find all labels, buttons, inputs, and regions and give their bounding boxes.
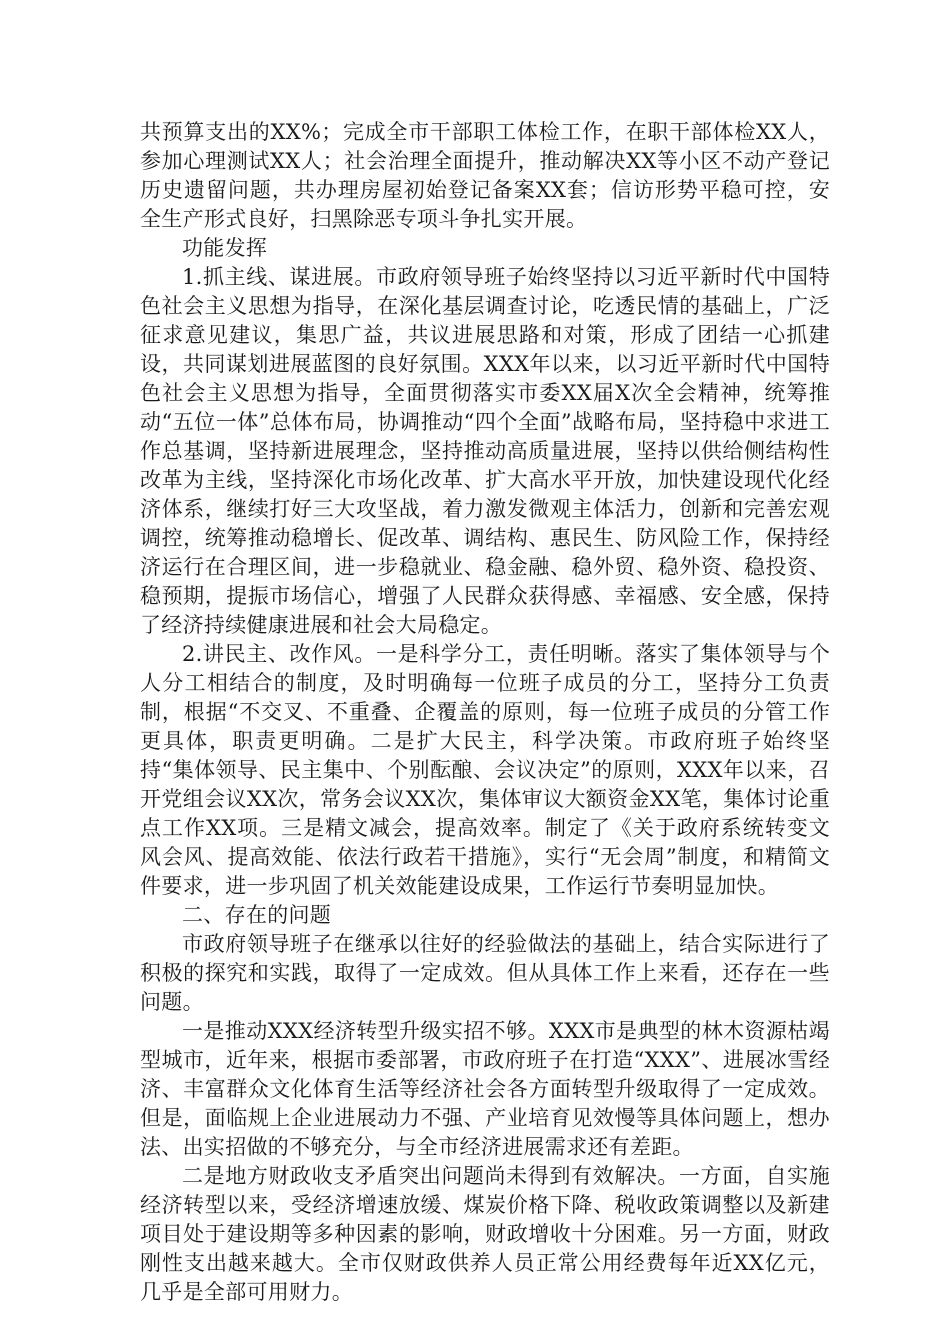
document-body — [140, 118, 830, 1307]
paragraph-problem-one: 一是推动XXX经济转型升级实招不够。XXX市是典型的林木资源枯竭型城市，近年来，根据市委部署，市政府班子在打造“XXX”、进展冰雪经济、丰富群众文化体育生活等经济社会各方面转型升级取得了一定成效。但是，面临规上企业进展动力不强、产业培育见效慢等具体问题上，想办法、出实招做的不够充分，与全市经济进展需求还有差距。 — [140, 1019, 830, 1159]
paragraph-main-line: 1.抓主线、谋进展。市政府领导班子始终坚持以习近平新时代中国特色社会主义思想为指导，在深化基层调查讨论，吃透民情的基础上，广泛征求意见建议，集思广益，共议进展思路和对策，形成了团结一心抓建设，共同谋划进展蓝图的良好氛围。XXX年以来，以习近平新时代中国特色社会主义思想为指导，全面贯彻落实市委XX届X次全会精神，统筹推动“五位一体”总体布局，协调推动“四个全面”战略布局，坚持稳中求进工作总基调，坚持新进展理念，坚持推动高质量进展，坚持以供给侧结构性改革为主线，坚持深化市场化改革、扩大高水平开放，加快建设现代化经济体系，继续打好三大攻坚战，着力激发微观主体活力，创新和完善宏观调控，统筹推动稳增长、促改革、调结构、惠民生、防风险工作，保持经济运行在合理区间，进一步稳就业、稳金融、稳外贸、稳外资、稳投资、稳预期，提振市场信心，增强了人民群众获得感、幸福感、安全感，保持了经济持续健康进展和社会大局稳定。 — [140, 265, 830, 637]
paragraph-democracy-style: 2.讲民主、改作风。一是科学分工，责任明晰。落实了集体领导与个人分工相结合的制度，及时明确每一位班子成员的分工，坚持分工负责制，根据“不交叉、不重叠、企覆盖的原则，每一位班子成员的分管工作更具体，职责更明确。二是扩大民主，科学决策。市政府班子始终坚持“集体领导、民主集中、个别酝酿、会议决定”的原则，XXX年以来，召开党组会议XX次，常务会议XX次，集体审议大额资金XX笔，集体讨论重点工作XX项。三是精文减会，提高效率。制定了《关于政府系统转变文风会风、提高效能、依法行政若干措施》，实行“无会周”制度，和精简文件要求，进一步巩固了机关效能建设成果，工作运行节奏明显加快。 — [140, 642, 830, 898]
paragraph-problem-two: 二是地方财政收支矛盾突出问题尚未得到有效解决。一方面，自实施经济转型以来，受经济增速放缓、煤炭价格下降、税收政策调整以及新建项目处于建设期等多种因素的影响，财政增收十分困难。另一方面，财政刚性支出越来越大。全市仅财政供养人员正常公用经费每年近XX亿元，几乎是全部可用财力。 — [140, 1164, 830, 1304]
paragraph-budget-summary: 共预算支出的XX%；完成全市干部职工体检工作，在职干部体检XX人，参加心理测试XX人；社会治理全面提升，推动解决XX等小区不动产登记历史遗留问题，共办理房屋初始登记备案XX套；信访形势平稳可控，安全生产形式良好，扫黑除恶专项斗争扎实开展。 — [140, 120, 830, 231]
paragraph-problems-intro: 市政府领导班子在继承以往好的经验做法的基础上，结合实际进行了积极的探究和实践，取得了一定成效。但从具体工作上来看，还存在一些问题。 — [140, 932, 830, 1014]
section-heading-problems: 二、存在的问题 — [182, 903, 332, 927]
section-heading-function: 功能发挥 — [182, 236, 268, 260]
